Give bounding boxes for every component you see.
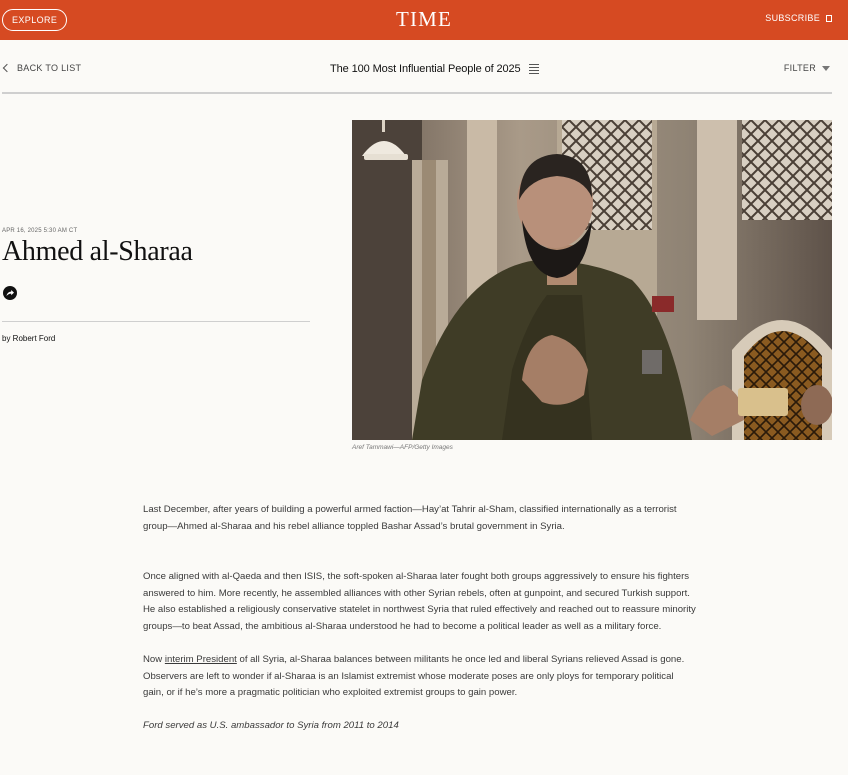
sub-navigation [0, 40, 848, 92]
subscribe-button[interactable] [765, 13, 832, 23]
list-icon [529, 63, 539, 75]
filter-icon [822, 66, 830, 71]
article-paragraph: Last December, after years of building a powerful armed faction—Hay’at Tahrir al-Sham, classified internationally as a terrorist group—Ahmed al-Sharaa and his rebel alliance toppled Bashar Assad’s brutal government in Syria. [143, 504, 677, 532]
time-logo[interactable]: TIME [395, 7, 453, 31]
filter-button[interactable] [784, 63, 830, 73]
article-paragraph [143, 652, 696, 702]
article-paragraph: Once aligned with al-Qaeda and then ISIS, the soft-spoken al-Sharaa later fought both groups aggressively to ensure his fighters answered to him. More recently, he assembled alliances with other Syrian rebels, often at gunpoint, and secured Turkish support. He also established a religiously conservative statelet in northwest Syria that ruled effectively and reached out to reassure minority groups—to beat Assad, the ambitious al-Sharaa understood he had to become a political leader as well as a military force. [143, 571, 696, 632]
article-photo [352, 120, 832, 440]
share-button[interactable] [3, 286, 17, 300]
list-title-label: The 100 Most Influential People of 2025 [330, 63, 521, 75]
share-arrow-icon [5, 288, 15, 298]
photo-caption: Aref Tammawi—AFP/Getty Images [352, 444, 453, 451]
filter-label: FILTER [783, 63, 816, 73]
article-body [143, 502, 696, 734]
author-note: Ford served as U.S. ambassador to Syria from 2011 to 2014 [143, 719, 399, 731]
divider [2, 92, 832, 94]
page-title: Ahmed al-Sharaa [2, 236, 193, 267]
interim-president-link[interactable]: interim President [164, 654, 237, 665]
byline: by Robert Ford [2, 334, 56, 343]
back-to-list-label: BACK TO LIST [17, 63, 82, 73]
explore-button[interactable]: EXPLORE [2, 9, 67, 31]
chevron-left-icon [3, 64, 11, 72]
paragraph-text: of all Syria, al-Sharaa balances between militants he once led and liberal Syrians relieved Assad is gone. Observers are left to wonder if al-Sharaa is an Islamist extremist whose moderate poses are only ploys for temporary political gain, or if he’s more a pragmatic politician who exploited extremist groups to gain power. [143, 654, 685, 698]
divider [2, 321, 310, 322]
top-bar [0, 0, 848, 40]
paragraph-text: Now [143, 654, 165, 665]
subscribe-label: SUBSCRIBE [765, 13, 820, 23]
list-title-button[interactable] [330, 63, 539, 75]
back-to-list-link[interactable] [4, 63, 81, 73]
publish-date: APR 16, 2025 5:30 AM CT [2, 228, 78, 234]
magazine-icon [826, 15, 832, 22]
